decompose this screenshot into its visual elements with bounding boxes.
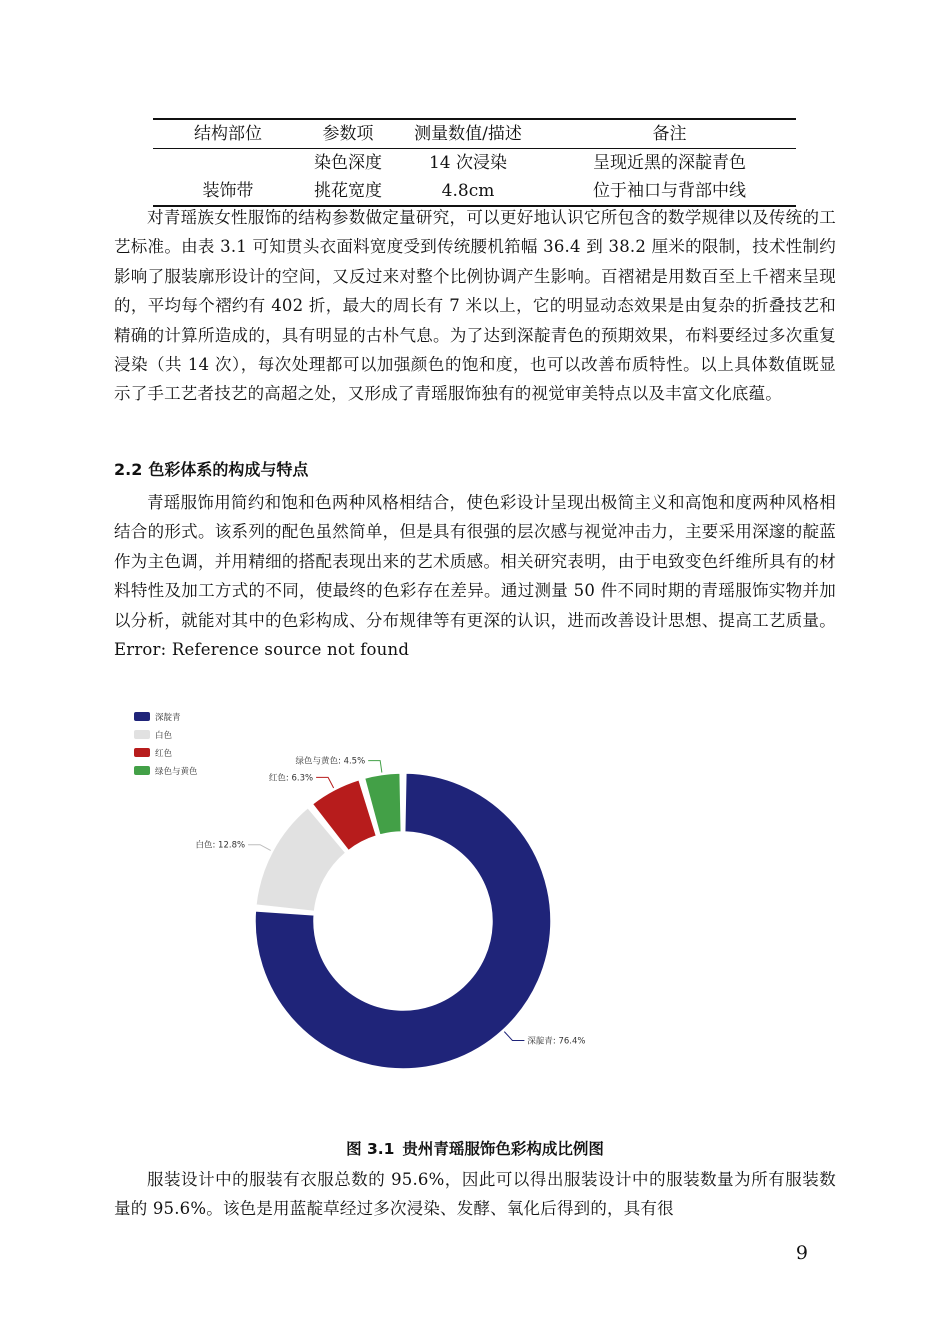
figure-number: 图 3.1 <box>346 1140 395 1158</box>
table-header-cell: 参数项 <box>303 119 393 149</box>
legend-label: 绿色与黄色 <box>155 767 198 777</box>
data-label-leader <box>504 1032 524 1041</box>
table-header-row <box>153 119 796 149</box>
table-cell: 装饰带 <box>153 177 303 206</box>
table-cell: 染色深度 <box>314 153 382 173</box>
legend-swatch <box>134 748 150 757</box>
data-label: 绿色与黄色: 4.5% <box>295 756 366 767</box>
legend-label: 红色 <box>155 749 173 759</box>
legend-item <box>134 730 173 741</box>
body-paragraph: 青瑶服饰用简约和饱和色两种风格相结合，使色彩设计呈现出极简主义和高饱和度两种风格相结合的形式。该系列的配色虽然简单，但是具有很强的层次感与视觉冲击力，主要采用深邃的靛蓝作为主色调，并用精细的搭配表现出来的艺术质感。相关研究表明，由于电致变色纤维所具有的材料特性及加工方式的不同，使最终的色彩存在差异。通过测量 50 件不同时期的青瑶服饰实物并加以分析，就能对其中的色彩构成、分布规律等有更深的认识，进而改善设计思想、提高工艺质量。Error: Reference source not found <box>114 493 836 660</box>
table-cell: 呈现近黑的深靛青色 <box>593 153 746 173</box>
table-row <box>153 149 796 178</box>
table-cell <box>153 149 303 178</box>
section-number: 2.2 <box>114 460 143 479</box>
data-label-leader <box>316 777 334 788</box>
legend-item <box>134 712 181 723</box>
legend-item <box>134 766 198 777</box>
table-cell: 14 次浸染 <box>428 153 508 173</box>
color-composition-chart <box>114 702 836 1132</box>
data-label: 红色: 6.3% <box>268 773 314 784</box>
parameter-table <box>153 118 796 207</box>
data-label: 深靛青: 76.4% <box>527 1036 586 1047</box>
figure-title: 贵州青瑶服饰色彩构成比例图 <box>402 1140 604 1158</box>
legend-item <box>134 748 173 759</box>
section-title: 色彩体系的构成与特点 <box>148 460 309 479</box>
table-cell: 挑花宽度 <box>303 177 393 206</box>
page-number: 9 <box>795 1242 808 1264</box>
section-heading <box>114 456 308 484</box>
figure-caption <box>0 1136 950 1162</box>
table-cell: 位于袖口与背部中线 <box>543 177 796 206</box>
body-paragraph: 服装设计中的服装有衣服总数的 95.6%，因此可以得出服装设计中的服装数量为所有服装数量的 95.6%。该色是用蓝靛草经过多次浸染、发酵、氧化后得到的，具有很 <box>114 1170 836 1219</box>
legend-label: 深靛青 <box>155 713 181 723</box>
legend-label: 白色 <box>155 731 173 741</box>
legend-swatch <box>134 730 150 739</box>
donut-chart-svg <box>114 702 836 1132</box>
table-header-cell: 测量数值/描述 <box>393 119 543 149</box>
table-header-cell: 结构部位 <box>153 119 303 149</box>
table-row <box>153 177 796 206</box>
table-cell: 4.8cm <box>393 177 543 206</box>
data-label-leader <box>248 845 271 851</box>
body-paragraph: 对青瑶族女性服饰的结构参数做定量研究，可以更好地认识它所包含的数学规律以及传统的工艺标准。由表 3.1 可知贯头衣面料宽度受到传统腰机筘幅 36.4 到 38.2 厘米的限制，技术性制约影响了服装廓形设计的空间，又反过来对整个比例协调产生影响。百褶裙是用数百至上千褶来呈现的，平均每个褶约有 402 折，最大的周长有 7 米以上，它的明显动态效果是由复杂的折叠技艺和精确的计算所造成的，具有明显的古朴气息。为了达到深靛青色的预期效果，布料要经过多次重复浸染（共 14 次），每次处理都可以加强颜色的饱和度，也可以改善布质特性。以上具体数值既显示了手工艺者技艺的高超之处，又形成了青瑶服饰独有的视觉审美特点以及丰富文化底蕴。 <box>114 208 836 404</box>
data-label: 白色: 12.8% <box>195 840 246 851</box>
table-header-cell: 备注 <box>543 119 796 149</box>
legend-swatch <box>134 712 150 721</box>
data-label-leader <box>368 761 382 773</box>
legend-swatch <box>134 766 150 775</box>
